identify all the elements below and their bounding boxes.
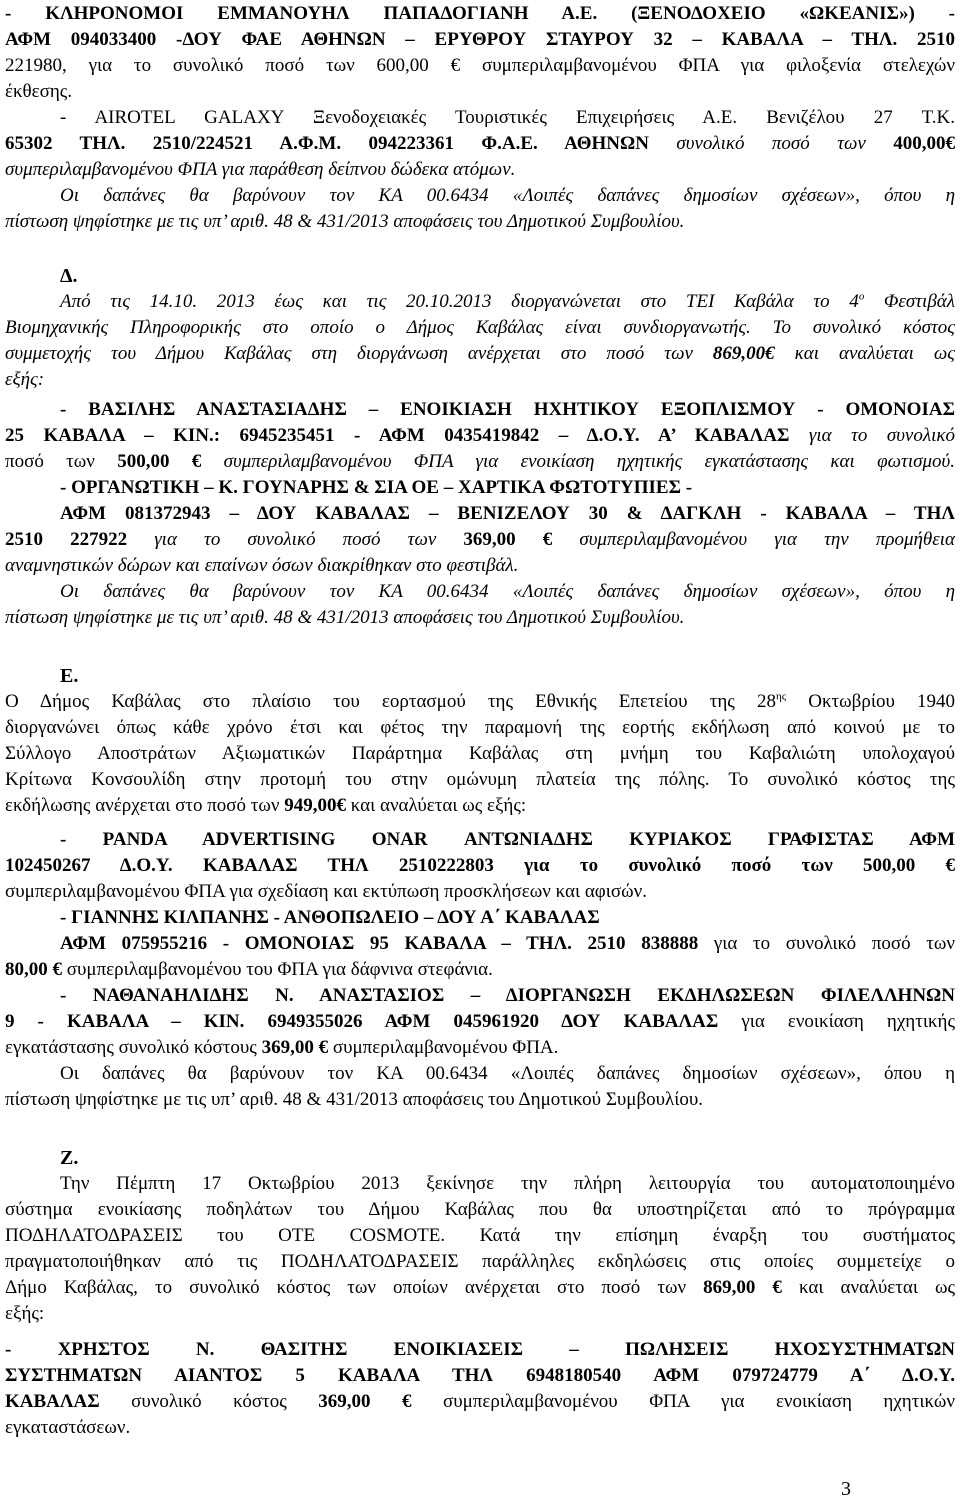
expense-text: όπου η	[883, 1063, 956, 1084]
body-line	[5, 448, 955, 476]
body-line: εξής:	[5, 1303, 45, 1324]
body-text: και αναλύεται ως	[798, 1277, 956, 1298]
body-text: Δήμο Καβάλας, το συνολικό κόστος των οποίων ανέρχεται στο ποσό των	[5, 1277, 687, 1298]
body-line	[5, 1274, 955, 1302]
vendor-line	[5, 130, 955, 158]
vendor-line	[60, 930, 955, 958]
vendor-line	[5, 526, 955, 554]
body-line: 221980, για το συνολικό ποσό των 600,00 € συμπεριλαμβανομένου ΦΠΑ για φιλοξενία στελεχών	[5, 55, 955, 76]
expense-line: πίστωση ψηφίστηκε με τις υπ’ αριθ. 48 & 431/2013 αποφάσεις του Δημοτικού Συμβουλίου.	[5, 607, 685, 628]
body-line: πραγματοποιήθηκαν από τις ΠΟΔΗΛΑΤΟΔΡΑΣΕΙΣ παράλληλες εκδηλώσεις στις οποίες συμμετείχε ο	[5, 1251, 955, 1272]
vendor-details: 2510 227922	[5, 529, 128, 550]
vendor-details: ΚΑΒΑΛΑΣ	[5, 1391, 100, 1412]
amount-text: συνολικό κόστος	[131, 1391, 287, 1412]
vendor-line: ΑΦΜ 081372943 – ΔΟΥ ΚΑΒΑΛΑΣ – ΒΕΝΙΖΕΛΟΥ 30 & ΔΑΓΚΛΗ - ΚΑΒΑΛΑ – ΤΗΛ	[60, 503, 955, 524]
body-line	[5, 1034, 558, 1062]
section-heading: Ζ.	[60, 1147, 79, 1169]
amount-value: 949,00€	[284, 795, 347, 816]
amount-value: 500,00 €	[117, 451, 202, 472]
ordinal-suffix: ο	[858, 290, 865, 303]
body-line: Σύλλογο Αποστράτων Αξιωματικών Παράρτημα Καβάλας στη μνήμη του Καβαλιώτη υπολοχαγού	[5, 743, 955, 764]
expense-text: όπου η	[884, 581, 956, 602]
amount-value: 369,00 €	[318, 1391, 412, 1412]
vendor-line: - AIROTEL GALAXY Ξενοδοχειακές Τουριστικές Επιχειρήσεις Α.Ε. Βενιζέλου 27 Τ.Κ.	[60, 107, 955, 128]
expense-text: Οι δαπάνες θα βαρύνουν τον ΚΑ 00.6434 «Λοιπές δαπάνες δημοσίων σχέσεων»,	[60, 581, 860, 602]
body-text: Οκτωβρίου 1940	[786, 691, 956, 712]
body-text: συμπεριλαμβανομένου ΦΠΑ για ενοικίαση ηχητικής εγκατάστασης και φωτισμού.	[223, 451, 956, 472]
vendor-line: - ΓΙΑΝΝΗΣ ΚΙΛΠΑΝΗΣ - ΑΝΘΟΠΩΛΕΙΟ – ΔΟΥ Α΄ ΚΑΒΑΛΑΣ	[60, 907, 600, 928]
body-text: συμπεριλαμβανομένου ΦΠΑ.	[332, 1037, 559, 1058]
body-line: Βιομηχανικής Πληροφορικής στο οποίο ο Δήμος Καβάλας είναι συνδιοργανωτής. Το συνολικό κόστος	[5, 317, 955, 338]
page-number: 3	[841, 1478, 851, 1500]
body-text: και αναλύεται ως εξής:	[350, 795, 527, 816]
body-text: συμμετοχής του Δήμου Καβάλας στη διοργάνωση ανέρχεται στο ποσό των	[5, 343, 693, 364]
vendor-details: 9 - ΚΑΒΑΛΑ – ΚΙΝ. 6949355026 ΑΦΜ 045961920 ΔΟΥ ΚΑΒΑΛΑΣ	[5, 1011, 719, 1032]
vendor-line: - ΝΑΘΑΝΑΗΛΙΔΗΣ Ν. ΑΝΑΣΤΑΣΙΟΣ – ΔΙΟΡΓΑΝΩΣΗ ΕΚΔΗΛΩΣΕΩΝ ΦΙΛΕΛΛΗΝΩΝ	[60, 985, 955, 1006]
amount-value: 369,00 €	[261, 1037, 329, 1058]
vendor-line: - ΒΑΣΙΛΗΣ ΑΝΑΣΤΑΣΙΑΔΗΣ – ΕΝΟΙΚΙΑΣΗ ΗΧΗΤΙΚΟΥ ΕΞΟΠΛΙΣΜΟΥ - ΟΜΟΝΟΙΑΣ	[60, 399, 955, 420]
body-line: αναμνηστικών δώρων και επαίνων όσων διακρίθηκαν στο φεστιβάλ.	[5, 555, 519, 576]
amount-value: 869,00 €	[703, 1277, 782, 1298]
vendor-line	[5, 1008, 955, 1036]
vendor-line: 102450267 Δ.Ο.Υ. ΚΑΒΑΛΑΣ ΤΗΛ 2510222803 για το συνολικό ποσό των 500,00 €	[5, 855, 955, 876]
body-line	[5, 688, 955, 716]
expense-line	[60, 182, 955, 210]
vendor-line: - PANDA ADVERTISING ONAR ΑΝΤΩΝΙΑΔΗΣ ΚΥΡΙΑΚΟΣ ΓΡΑΦΙΣΤΑΣ ΑΦΜ	[60, 829, 955, 850]
body-text: συμπεριλαμβανομένου ΦΠΑ για ενοικίαση ηχητικών	[442, 1391, 955, 1412]
body-line: έκθεσης.	[5, 81, 73, 102]
amount-value: 369,00 €	[463, 529, 553, 550]
amount-value: 80,00 €	[5, 959, 62, 980]
body-line: διοργανώνει όπως κάθε χρόνο έτσι και φέτος την παραμονή της εορτής εκδήλωση από κοινού με το	[5, 717, 955, 738]
body-line: Την Πέμπτη 17 Οκτωβρίου 2013 ξεκίνησε την πλήρη λειτουργία του αυτοματοποιημένο	[60, 1173, 955, 1194]
section-heading: Ε.	[60, 665, 79, 687]
vendor-details: ΑΦΜ 075955216 - ΟΜΟΝΟΙΑΣ 95 ΚΑΒΑΛΑ – ΤΗΛ. 2510 838888	[60, 933, 699, 954]
expense-text: Οι δαπάνες θα βαρύνουν τον ΚΑ 00.6434 «Λοιπές δαπάνες δημοσίων σχέσεων»,	[60, 1063, 861, 1084]
body-line: Κρίτωνα Κονσουλίδη στην προτομή του στην ομώνυμη πλατεία της πόλης. Το συνολικό κόστος της	[5, 769, 955, 790]
body-line	[5, 956, 493, 984]
expense-text: όπου η	[884, 185, 956, 206]
body-text: Φεστιβάλ	[864, 291, 955, 312]
body-text: εκδήλωσης ανέρχεται στο ποσό των	[5, 795, 280, 816]
body-line: συμπεριλαμβανομένου ΦΠΑ για σχεδίαση και εκτύπωση προσκλήσεων και αφισών.	[5, 881, 647, 902]
expense-line: πίστωση ψηφίστηκε με τις υπ’ αριθ. 48 & 431/2013 αποφάσεις του Δημοτικού Συμβουλίου.	[5, 211, 685, 232]
vendor-details: 25 ΚΑΒΑΛΑ – ΚΙΝ.: 6945235451 - ΑΦΜ 0435419842 – Δ.Ο.Υ. Α’ ΚΑΒΑΛΑΣ	[5, 425, 790, 446]
amount-value: 400,00€	[893, 133, 956, 154]
body-text: και αναλύεται ως	[794, 343, 955, 364]
body-line: ΠΟΔΗΛΑΤΟΔΡΑΣΕΙΣ του ΟΤΕ COSMOTE. Κατά την επίσημη έναρξη του συστήματος	[5, 1225, 955, 1246]
body-line: συμπεριλαμβανομένου ΦΠΑ για παράθεση δείπνου δώδεκα ατόμων.	[5, 159, 516, 180]
amount-text: για ενοικίαση ηχητικής	[741, 1011, 955, 1032]
amount-text: για το συνολικό ποσό των	[154, 529, 437, 550]
body-line: εξής:	[5, 369, 45, 390]
expense-line	[60, 578, 955, 606]
body-line	[5, 792, 526, 820]
amount-value: 869,00€	[712, 343, 775, 364]
expense-text: Οι δαπάνες θα βαρύνουν τον ΚΑ 00.6434 «Λοιπές δαπάνες δημοσίων σχέσεων»,	[60, 185, 860, 206]
vendor-line: - ΚΛΗΡΟΝΟΜΟΙ ΕΜΜΑΝΟΥΗΛ ΠΑΠΑΔΟΓΙΑΝΗ Α.Ε. (ΞΕΝΟΔΟΧΕΙΟ «ΩΚΕΑΝΙΣ») -	[5, 3, 955, 24]
vendor-line: - ΟΡΓΑΝΩΤΙΚΗ – Κ. ΓΟΥΝΑΡΗΣ & ΣΙΑ ΟΕ – ΧΑΡΤΙΚΑ ΦΩΤΟΤΥΠΙΕΣ -	[60, 477, 693, 498]
vendor-line	[5, 422, 955, 450]
expense-line: πίστωση ψηφίστηκε με τις υπ’ αριθ. 48 & 431/2013 αποφάσεις του Δημοτικού Συμβουλίου.	[5, 1089, 704, 1110]
expense-line	[60, 1060, 955, 1088]
body-text: Από τις 14.10. 2013 έως και τις 20.10.2013 διοργανώνεται στο ΤΕΙ Καβάλα το 4	[60, 291, 859, 312]
body-text: Ο Δήμος Καβάλας στο πλαίσιο του εορτασμού της Εθνικής Επετείου της 28	[5, 691, 776, 712]
vendor-line: ΣΥΣΤΗΜΑΤΩΝ ΑΙΑΝΤΟΣ 5 ΚΑΒΑΛΑ ΤΗΛ 6948180540 ΑΦΜ 079724779 Α΄ Δ.Ο.Υ.	[5, 1365, 955, 1386]
body-line: σύστημα ενοικίασης ποδηλάτων του Δήμου Καβάλας που θα υποστηρίζεται από το πρόγραμμα	[5, 1199, 955, 1220]
body-text: συμπεριλαμβανομένου για την προμήθεια	[579, 529, 955, 550]
section-heading: Δ.	[60, 265, 78, 287]
body-line	[5, 1388, 955, 1416]
ordinal-suffix: ης	[775, 690, 787, 703]
amount-text: ποσό των	[5, 451, 95, 472]
body-line	[5, 340, 955, 368]
body-text: συμπεριλαμβανομένου του ΦΠΑ για δάφνινα στεφάνια.	[66, 959, 493, 980]
amount-text: συνολικό ποσό των	[676, 133, 866, 154]
body-line	[60, 288, 955, 316]
vendor-line: ΑΦΜ 094033400 -ΔΟΥ ΦΑΕ ΑΘΗΝΩΝ – ΕΡΥΘΡΟΥ ΣΤΑΥΡΟΥ 32 – ΚΑΒΑΛΑ – ΤΗΛ. 2510	[5, 29, 955, 50]
amount-text: για το συνολικό	[808, 425, 955, 446]
body-text: εγκατάστασης συνολικό κόστους	[5, 1037, 257, 1058]
vendor-details: 65302 ΤΗΛ. 2510/224521 Α.Φ.Μ. 094223361 Φ.Α.Ε. ΑΘΗΝΩΝ	[5, 133, 649, 154]
vendor-line: - ΧΡΗΣΤΟΣ Ν. ΘΑΣΙΤΗΣ ΕΝΟΙΚΙΑΣΕΙΣ – ΠΩΛΗΣΕΙΣ ΗΧΟΣΥΣΤΗΜΑΤΩΝ	[5, 1339, 955, 1360]
body-line: εγκαταστάσεων.	[5, 1417, 131, 1438]
amount-text: για το συνολικό ποσό των	[713, 933, 956, 954]
